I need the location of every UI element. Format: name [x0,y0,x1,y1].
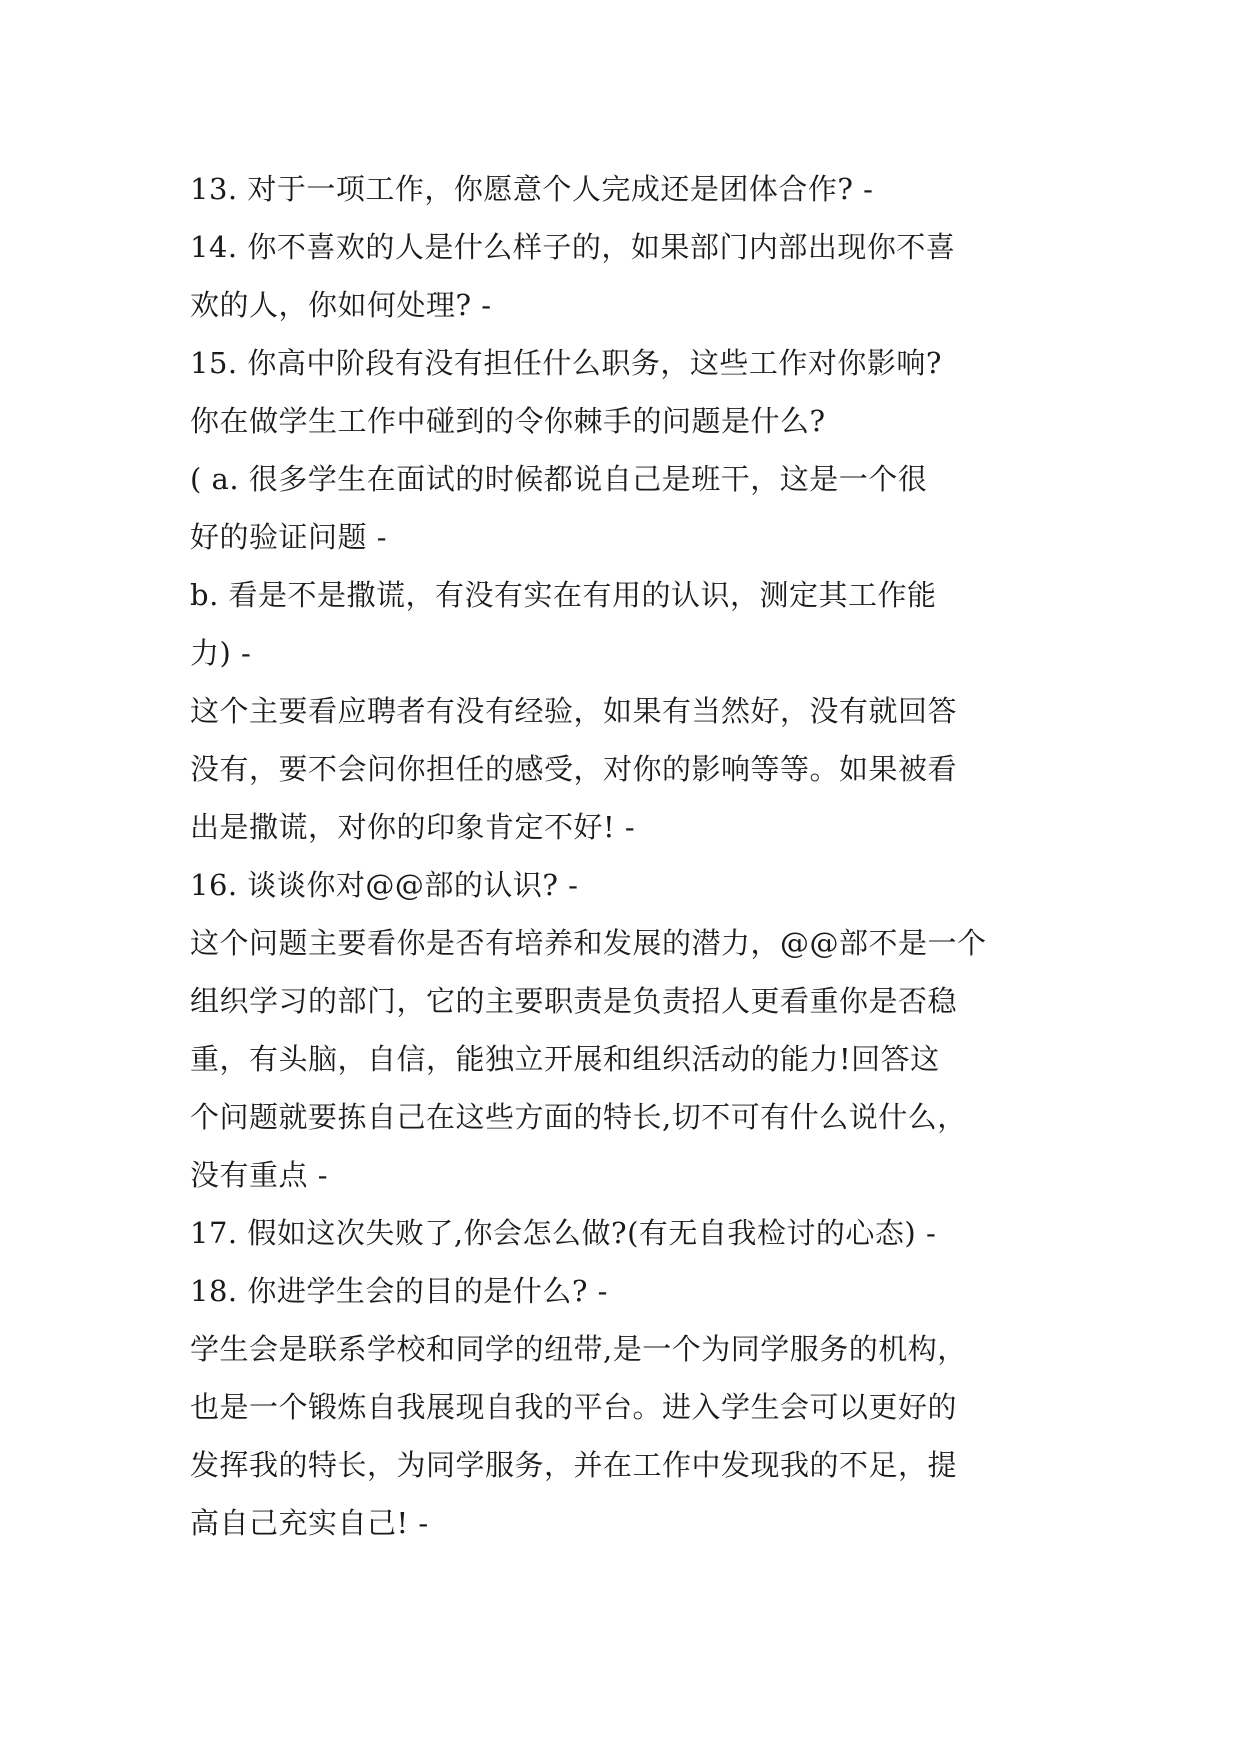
text-line: 没有重点 - [190,1158,329,1192]
document-body [190,160,1052,1552]
text-line: 这个问题主要看你是否有培养和发展的潜力，@@部不是一个 [190,926,987,960]
text-line: 出是撒谎，对你的印象肯定不好! - [190,810,636,844]
text-line: 没有，要不会问你担任的感受，对你的影响等等。如果被看 [190,752,958,786]
text-line: 组织学习的部门，它的主要职责是负责招人更看重你是否稳 [190,984,958,1018]
text-line: 也是一个锻炼自我展现自我的平台。进入学生会可以更好的 [190,1390,958,1424]
text-line: 14. 你不喜欢的人是什么样子的，如果部门内部出现你不喜 [190,230,956,264]
text-line: 重，有头脑，自信，能独立开展和组织活动的能力!回答这 [190,1042,940,1076]
text-line: 你在做学生工作中碰到的令你棘手的问题是什么? [190,404,826,438]
text-line: 个问题就要拣自己在这些方面的特长,切不可有什么说什么， [190,1100,967,1134]
text-line: 学生会是联系学校和同学的纽带,是一个为同学服务的机构， [190,1332,967,1366]
text-line: 13. 对于一项工作，你愿意个人完成还是团体合作? - [190,172,874,206]
text-line: 16. 谈谈你对@@部的认识? - [190,868,579,902]
text-line: 18. 你进学生会的目的是什么? - [190,1274,608,1308]
text-line: 力) - [190,636,252,670]
text-line: b. 看是不是撒谎，有没有实在有用的认识，测定其工作能 [190,578,937,612]
text-line: 15. 你高中阶段有没有担任什么职务，这些工作对你影响? [190,346,942,380]
text-line: ( a. 很多学生在面试的时候都说自己是班干，这是一个很 [190,462,928,496]
text-line: 17. 假如这次失败了,你会怎么做?(有无自我检讨的心态) - [190,1216,937,1250]
text-line: 这个主要看应聘者有没有经验，如果有当然好，没有就回答 [190,694,958,728]
text-line: 欢的人，你如何处理? - [190,288,492,322]
text-line: 好的验证问题 - [190,520,388,554]
text-line: 发挥我的特长，为同学服务，并在工作中发现我的不足，提 [190,1448,958,1482]
text-line: 高自己充实自己! - [190,1506,429,1540]
